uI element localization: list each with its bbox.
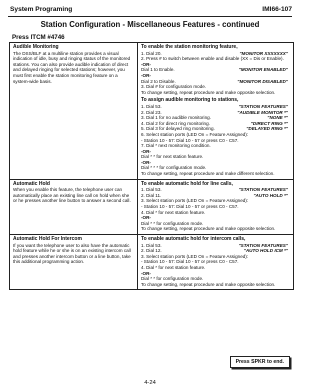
procedure <box>138 180 293 234</box>
step-text: 5. Dial 3 for delayed ring monitoring. <box>141 126 215 132</box>
feature-heading: Automatic Hold <box>13 180 50 187</box>
step-text: 2. Dial 12. <box>141 248 162 254</box>
display-readout: "NONE *" <box>267 115 288 121</box>
step-text: 3. Dial 1 for no audible monitoring. <box>141 115 211 121</box>
press-spkr-note: Press SPKR to end. <box>230 356 290 368</box>
feature-description <box>10 235 138 289</box>
feature-row <box>10 179 293 234</box>
step-text: - Station 10 - 57: Dial 10 - 57 or press C0 - C57. <box>141 259 239 265</box>
display-readout: "MONITOR ENABLED" <box>238 67 288 73</box>
step-text: 1. Dial 53. <box>141 187 162 193</box>
step-text: 6. Select station ports (LED On = Feature Assigned): <box>141 131 249 137</box>
press-instruction: Press ITCM #4746 <box>12 34 65 41</box>
header-right: IMI66-107 <box>262 6 292 13</box>
header-rule <box>8 16 292 17</box>
procedure <box>138 43 293 179</box>
display-readout: "AUTO HOLD *" <box>253 192 288 198</box>
procedure-step <box>141 171 290 177</box>
step-text: 3. Dial # for configuration mode. <box>141 84 207 90</box>
page-title: Station Configuration - Miscellaneous Features - continued <box>40 20 260 29</box>
feature-row <box>10 234 293 289</box>
step-text: 4. Dial * for next station feature. <box>141 209 206 215</box>
step-text: 2. Press # to switch between enable and disable (XX = Dis or Enable). <box>141 56 284 62</box>
feature-text: If you want the telephone user to also have the automatic hold feature while he or she is on an existing intercom call and presses another intercom button or a line button, take this additional programming action. <box>13 242 131 265</box>
display-readout: "STATION FEATURES" <box>238 103 288 109</box>
step-text: 2. Dial 11. <box>141 192 162 198</box>
feature-text: When you enable this feature, the telephone user can automatically place an existing line call on hold when she or he presses another line button to answer a second call. <box>13 187 131 204</box>
procedure <box>138 235 293 289</box>
step-text: Dial 1 to Enable. <box>141 67 175 73</box>
step-text: 3. Select station ports (LED On = Feature Assigned): <box>141 198 249 204</box>
feature-row <box>10 43 293 179</box>
step-text: To change setting, repeat procedure and make opposite selection. <box>141 226 276 232</box>
procedure-step <box>141 226 290 232</box>
step-text: -OR- <box>141 148 151 154</box>
feature-text: The DSS/BLF at a multiline station provides a visual indication of idle, busy and ringing status of the monitored stations. You can also provide audible indication of direct and delayed ringing for selected stations; however, you must first enable the station monitoring feature on a system-wide basis. <box>13 50 131 84</box>
display-readout: "DIRECT RING *" <box>250 120 288 126</box>
feature-table <box>9 42 294 290</box>
step-text: -OR- <box>141 72 151 78</box>
page-header <box>10 6 292 16</box>
step-text: -OR- <box>141 61 151 67</box>
step-text: 1. Dial 53. <box>141 242 162 248</box>
step-text: Dial * * * for configuration mode. <box>141 165 207 171</box>
step-text: Dial 2 to Disable. <box>141 78 176 84</box>
display-readout: "AUDIBLE MONITOR *" <box>237 109 288 115</box>
step-text: 4. Dial * for next station feature. <box>141 264 206 270</box>
step-text: - Station 10 - 57: Dial 10 - 57 or press C0 - C57. <box>141 204 239 210</box>
feature-description <box>10 180 138 234</box>
step-text: Dial * * for configuration mode. <box>141 276 204 282</box>
step-text: 1. Dial 53. <box>141 103 162 109</box>
procedure-heading: To assign audible monitoring to stations, <box>141 97 239 104</box>
procedure-heading: To enable the station monitoring feature, <box>141 44 238 50</box>
step-text: Dial * * for next station feature. <box>141 154 204 160</box>
page-number: 4-24 <box>144 380 156 386</box>
step-text: To change setting, repeat procedure and make different selection. <box>141 171 275 177</box>
procedure-step <box>141 282 290 288</box>
step-text: 4. Dial 2 for direct ring monitoring. <box>141 120 210 126</box>
step-text: To change setting, repeat procedure and make opposite selection. <box>141 281 276 287</box>
procedure-step <box>141 90 290 96</box>
display-readout: "STATION FEATURES" <box>238 242 288 248</box>
step-text: -OR- <box>141 159 151 165</box>
display-readout: "MONITOR DISABLED" <box>237 78 288 84</box>
feature-heading: Audible Monitoring <box>13 44 59 50</box>
display-readout: "DELAYED RING *" <box>246 126 288 132</box>
procedure-heading: To enable automatic hold for line calls, <box>141 180 233 187</box>
display-readout: "AUTO HOLD ICM *" <box>243 248 288 254</box>
step-text: 7. Dial * next monitoring condition. <box>141 143 211 149</box>
step-text: -OR- <box>141 215 151 221</box>
step-text: 2. Dial 23. <box>141 109 162 115</box>
step-text: -OR- <box>141 270 151 276</box>
feature-description <box>10 43 138 179</box>
header-left: System Programing <box>10 6 73 13</box>
step-text: 1. Dial 20. <box>141 50 162 56</box>
procedure-heading: To enable automatic hold for intercom calls, <box>141 236 246 242</box>
step-text: 3. Select station ports (LED On = Feature Assigned): <box>141 253 249 259</box>
display-readout: "MONITOR XXXXXXX" <box>239 50 288 56</box>
step-text: To change setting, repeat procedure and make opposite selection. <box>141 89 276 95</box>
feature-heading: Automatic Hold For Intercom <box>13 236 82 242</box>
display-readout: "STATION FEATURES" <box>238 187 288 193</box>
step-text: Dial * * for configuration mode. <box>141 220 204 226</box>
step-text: - Station 10 - 57: Dial 10 - 57 or press C0 - C57. <box>141 137 239 143</box>
